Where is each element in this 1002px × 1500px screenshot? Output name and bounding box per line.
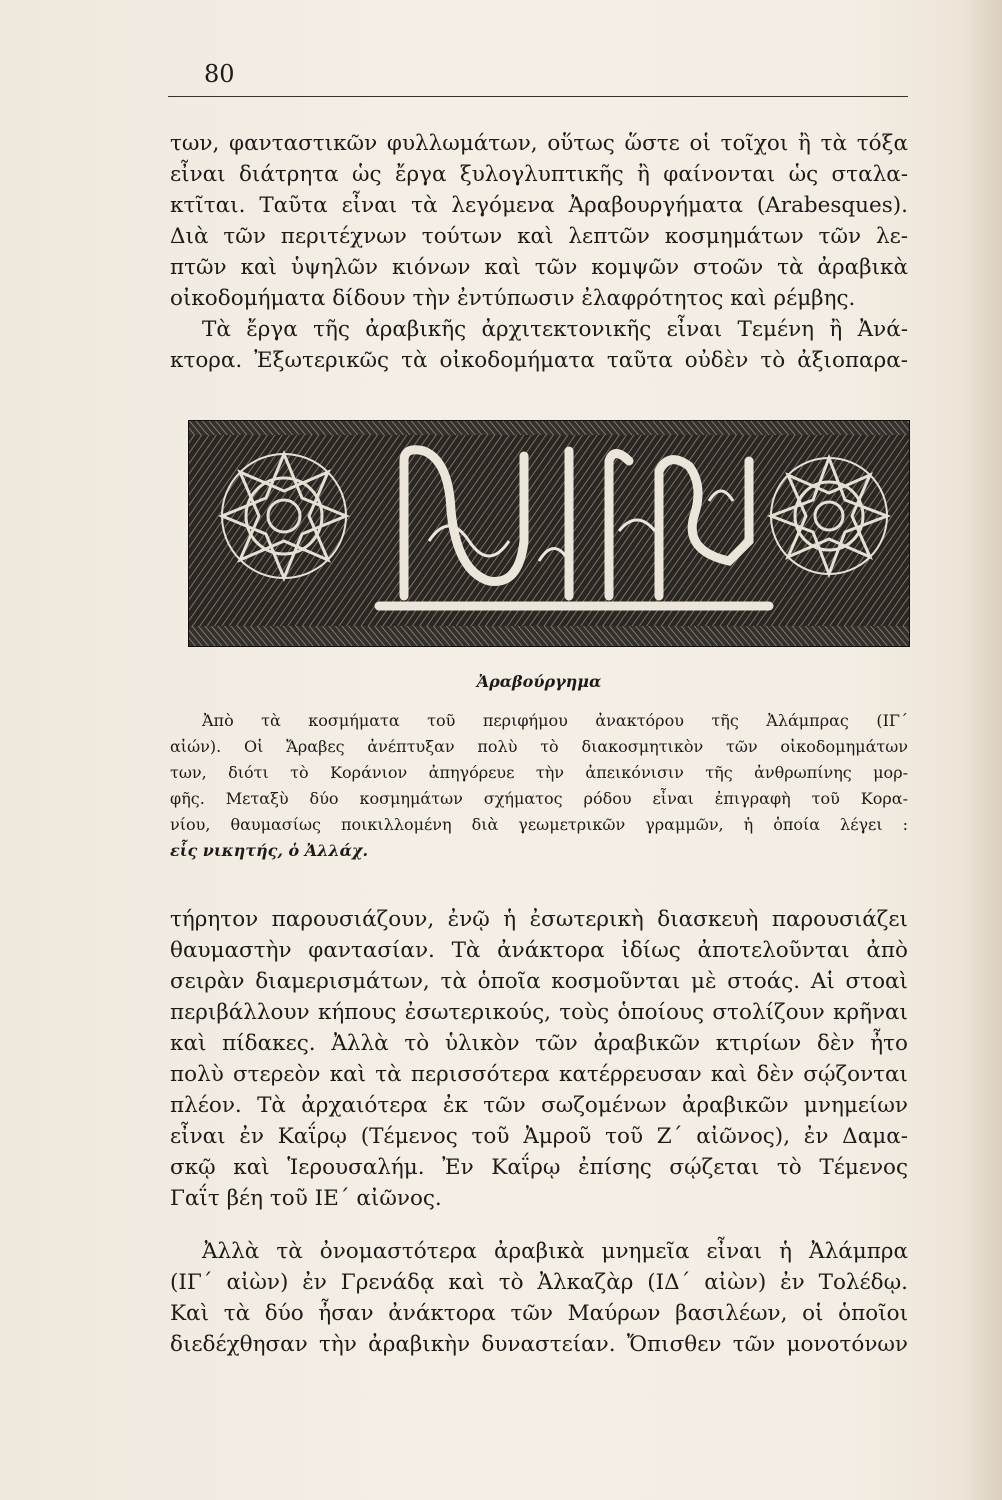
text-line: σκῷ καὶ Ἱερουσαλήμ. Ἐν Καΐρῳ ἐπίσης σῴζεται τὸ Τέμενος [170, 1155, 908, 1180]
text-line: τήρητον παρουσιάζουν, ἐνῷ ἡ ἐσωτερικὴ διασκευὴ παρουσιάζει [170, 907, 908, 932]
caption-line: νίου, θαυμασίως ποικιλλομένη διὰ γεωμετρικῶν γραμμῶν, ἡ ὁποία λέγει : [170, 815, 908, 834]
caption-line: των, διότι τὸ Κοράνιον ἀπηγόρευε τὴν ἀπεικόνισιν τῆς ἀνθρωπίνης μορ- [170, 763, 908, 782]
text-line: θαυμαστὴν φαντασίαν. Τὰ ἀνάκτορα ἰδίως ἀποτελοῦνται ἀπὸ [170, 938, 908, 963]
text-line: πτῶν καὶ ὑψηλῶν κιόνων καὶ τῶν κομψῶν στοῶν τὰ ἀραβικὰ [170, 255, 908, 280]
figure-caption-title: Ἀραβούργημα [476, 672, 602, 691]
text-line: διεδέχθησαν τὴν ἀραβικὴν δυναστείαν. Ὄπισθεν τῶν μονοτόνων [170, 1332, 908, 1357]
page-edge-shadow [962, 0, 1002, 1500]
paragraph-4 [170, 1236, 908, 1360]
text-line: Ἀλλὰ τὰ ὀνομαστότερα ἀραβικὰ μνημεῖα εἶναι ἡ Ἀλάμπρα [202, 1239, 908, 1264]
text-line: Τὰ ἔργα τῆς ἀραβικῆς ἀρχιτεκτονικῆς εἶναι Τεμένη ἢ Ἀνά- [202, 317, 908, 342]
text-line: εἶναι ἐν Καΐρῳ (Τέμενος τοῦ Ἀμροῦ τοῦ Ζ´ αἰῶνος), ἐν Δαμα- [170, 1124, 908, 1149]
caption-line: αἰών). Οἱ Ἄραβες ἀνέπτυξαν πολὺ τὸ διακοσμητικὸν τῶν οἰκοδομημάτων [170, 737, 908, 756]
paragraph-2 [170, 314, 908, 376]
text-line: των, φανταστικῶν φυλλωμάτων, οὕτως ὥστε οἱ τοῖχοι ἢ τὰ τόξα [170, 131, 908, 156]
page-header [168, 60, 908, 100]
header-rule [168, 96, 908, 97]
text-line: περιβάλλουν κήπους ἐσωτερικούς, τοὺς ὁποίους στολίζουν κρῆναι [170, 1000, 908, 1025]
text-line: κτορα. Ἐξωτερικῶς τὰ οἰκοδομήματα ταῦτα οὐδὲν τὸ ἀξιοπαρα- [170, 348, 908, 373]
text-line: Γαΐτ βέη τοῦ ΙΕ´ αἰῶνος. [170, 1186, 442, 1211]
text-line: κτῖται. Ταῦτα εἶναι τὰ λεγόμενα Ἀραβουργήματα (Arabesques). [170, 193, 908, 218]
arabesque-ornament-image [189, 421, 909, 646]
text-line: πολὺ στερεὸν καὶ τὰ περισσότερα κατέρρευσαν καὶ δὲν σῴζονται [170, 1062, 908, 1087]
paragraph-3 [170, 904, 908, 1214]
arabesque-figure [188, 420, 910, 647]
paragraph-1 [170, 128, 908, 314]
text-line: Διὰ τῶν περιτέχνων τούτων καὶ λεπτῶν κοσμημάτων τῶν λε- [170, 224, 908, 249]
text-line: (ΙΓ´ αἰὼν) ἐν Γρενάδᾳ καὶ τὸ Ἀλκαζὰρ (ΙΔ´ αἰὼν) ἐν Τολέδῳ. [170, 1270, 908, 1295]
caption-line: φῆς. Μεταξὺ δύο κοσμημάτων σχήματος ρόδου εἶναι ἐπιγραφὴ τοῦ Κορα- [170, 789, 908, 808]
caption-line: εἷς νικητής, ὁ Ἀλλάχ. [170, 841, 369, 860]
text-line: καὶ πίδακες. Ἀλλὰ τὸ ὑλικὸν τῶν ἀραβικῶν κτιρίων δὲν ἦτο [170, 1031, 908, 1056]
caption-line: Ἀπὸ τὰ κοσμήματα τοῦ περιφήμου ἀνακτόρου τῆς Ἀλάμπρας (ΙΓ´ [202, 711, 908, 730]
page-number: 80 [204, 60, 235, 88]
text-line: πλέον. Τὰ ἀρχαιότερα ἐκ τῶν σωζομένων ἀραβικῶν μνημείων [170, 1093, 908, 1118]
figure-caption [170, 708, 908, 864]
text-line: οἰκοδομήματα δίδουν τὴν ἐντύπωσιν ἐλαφρότητος καὶ ρέμβης. [170, 286, 856, 311]
text-line: σειρὰν διαμερισμάτων, τὰ ὁποῖα κοσμοῦνται μὲ στοάς. Αἱ στοαὶ [170, 969, 908, 994]
text-line: Καὶ τὰ δύο ἦσαν ἀνάκτορα τῶν Μαύρων βασιλέων, οἱ ὁποῖοι [170, 1301, 908, 1326]
text-line: εἶναι διάτρητα ὡς ἔργα ξυλογλυπτικῆς ἢ φαίνονται ὡς σταλα- [170, 162, 908, 187]
